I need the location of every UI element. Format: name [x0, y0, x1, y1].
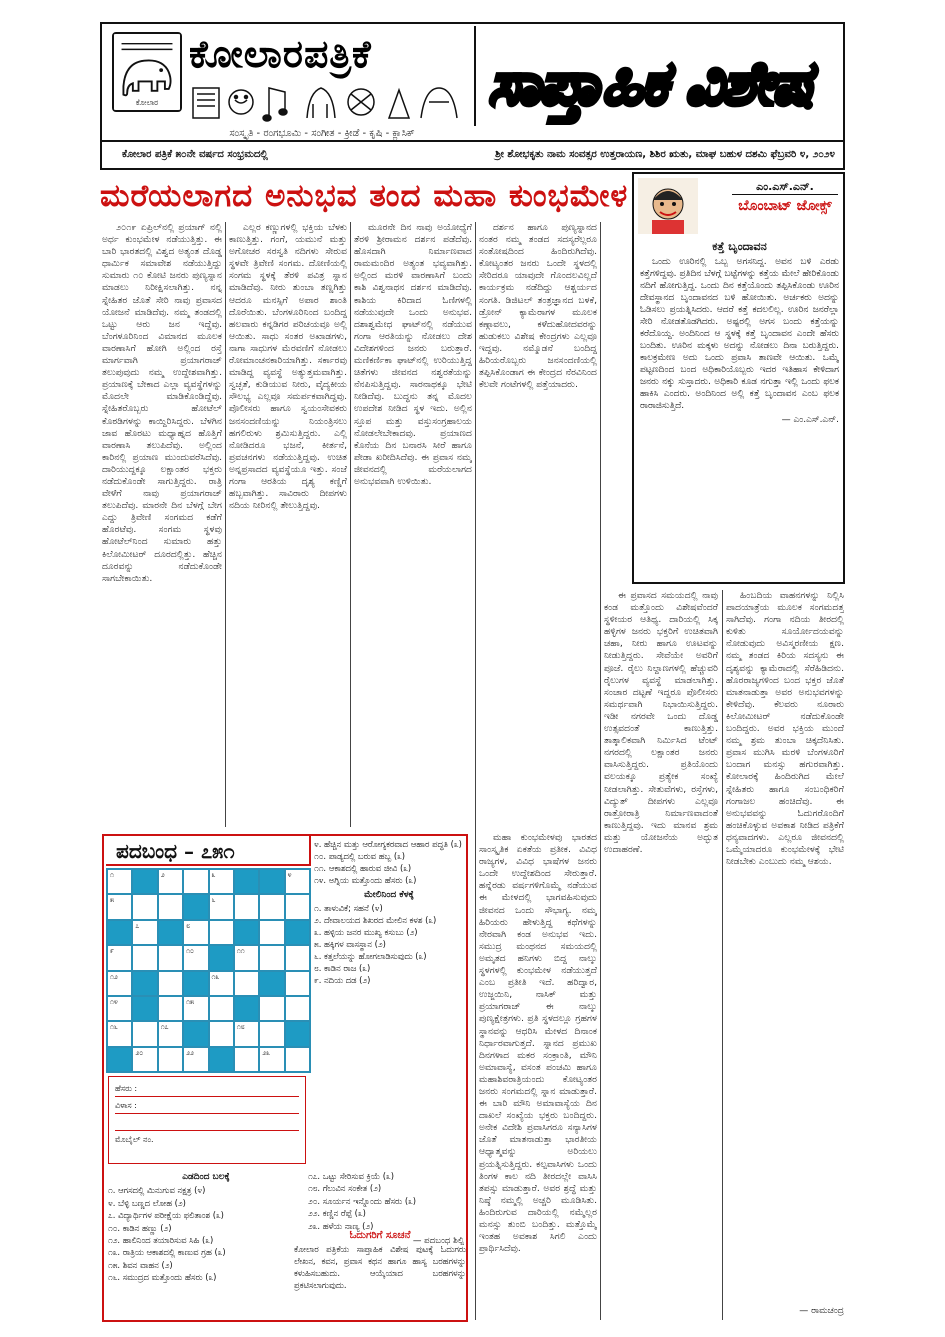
- crossword-clue: ೧. ಆಗಸದಲ್ಲಿ ಮಿನುಗುವ ನಕ್ಷತ್ರ (೪): [108, 1185, 206, 1196]
- jokes-author: ಎಂ.ಎಸ್.ಎನ್.: [732, 180, 838, 195]
- article-paragraph: ಮೂರನೇ ದಿನ ನಾವು ಅಯೋಧ್ಯೆಗೆ ತೆರಳಿ ಶ್ರೀರಾಮನ ದರ್ಶನ ಪಡೆದೆವು. ಹೊಸದಾಗಿ ನಿರ್ಮಾಣವಾದ ರಾಮಮಂದಿರ ಅತ್ಯಂತ ಭವ್ಯವಾಗಿತ್ತು. ಅಲ್ಲಿಂದ ಮರಳಿ ವಾರಣಾಸಿಗೆ ಬಂದು ಕಾಶಿ ವಿಶ್ವನಾಥನ ದರ್ಶನ ಮಾಡಿದೆವು. ಕಾಶಿಯ ಕಿರಿದಾದ ಓಣಿಗಳಲ್ಲಿ ನಡೆಯುವುದೇ ಒಂದು ಅನುಭವ. ದಶಾಶ್ವಮೇಧ ಘಾಟ್‌ನಲ್ಲಿ ನಡೆಯುವ ಗಂಗಾ ಆರತಿಯನ್ನು ನೋಡಲು ದೇಶ ವಿದೇಶಗಳಿಂದ ಜನರು ಬರುತ್ತಾರೆ. ಮಣಿಕರ್ಣಿಕಾ ಘಾಟ್‌ನಲ್ಲಿ ಉರಿಯುತ್ತಿದ್ದ ಚಿತೆಗಳು ಜೀವನದ ನಶ್ವರತೆಯನ್ನು ನೆನಪಿಸುತ್ತಿದ್ದವು. ಸಾರನಾಥಕ್ಕೂ ಭೇಟಿ ನೀಡಿದೆವು. ಬುದ್ಧನು ತನ್ನ ಮೊದಲ ಉಪದೇಶ ನೀಡಿದ ಸ್ಥಳ ಇದು. ಅಲ್ಲಿನ ಸ್ತೂಪ ಮತ್ತು ವಸ್ತುಸಂಗ್ರಹಾಲಯ ನೋಡಲೇಬೇಕಾದವು. ಪ್ರಯಾಣದ ಕೊನೆಯ ದಿನ ಬನಾರಸಿ ಸೀರೆ ಹಾಗೂ ಪೇಡಾ ಖರೀದಿಸಿದೆವು. ಈ ಪ್ರವಾಸ ನಮ್ಮ ಜೀವನದಲ್ಲಿ ಮರೆಯಲಾಗದ ಅನುಭವವಾಗಿ ಉಳಿಯಿತು.: [354, 222, 472, 487]
- crossword-cell[interactable]: [209, 894, 234, 919]
- crossword-clue: ೯. ನದಿಯ ದಡ (೨): [314, 975, 371, 985]
- crossword-cell[interactable]: [107, 869, 132, 894]
- crossword-cell-number: ೯: [110, 947, 114, 956]
- crossword-cell-number: ೨೨: [186, 1048, 194, 1057]
- article-column-1: [102, 222, 222, 827]
- down-clues-heading: ಮೇಲಿನಿಂದ ಕೆಳಕ್ಕೆ: [364, 890, 414, 900]
- crossword-block: [132, 971, 157, 996]
- crossword-cell[interactable]: [158, 945, 183, 970]
- crossword-block: [132, 996, 157, 1021]
- crossword-cell[interactable]: [234, 1047, 259, 1072]
- crossword-block: [132, 869, 157, 894]
- article-paragraph: ಮಹಾ ಕುಂಭಮೇಳವು ಭಾರತದ ಸಾಂಸ್ಕೃತಿಕ ಏಕತೆಯ ಪ್ರತೀಕ. ವಿವಿಧ ರಾಜ್ಯಗಳ, ವಿವಿಧ ಭಾಷೆಗಳ ಜನರು ಒಂದೇ ಉದ್ದೇಶದಿಂದ ಸೇರುತ್ತಾರೆ. ಹನ್ನೆರಡು ವರ್ಷಗಳಿಗೊಮ್ಮೆ ನಡೆಯುವ ಈ ಮೇಳದಲ್ಲಿ ಭಾಗವಹಿಸುವುದು ಜೀವನದ ಒಂದು ಸೌಭಾಗ್ಯ. ನಮ್ಮ ಹಿರಿಯರು ಹೇಳುತ್ತಿದ್ದ ಕಥೆಗಳನ್ನು ನೇರವಾಗಿ ಕಂಡ ಅನುಭವ ಇದು. ಸಮುದ್ರ ಮಂಥನದ ಸಮಯದಲ್ಲಿ ಅಮೃತದ ಹನಿಗಳು ಬಿದ್ದ ನಾಲ್ಕು ಸ್ಥಳಗಳಲ್ಲಿ ಕುಂಭಮೇಳ ನಡೆಯುತ್ತದೆ ಎಂಬ ಪ್ರತೀತಿ ಇದೆ. ಹರಿದ್ವಾರ, ಉಜ್ಜಯಿನಿ, ನಾಸಿಕ್ ಮತ್ತು ಪ್ರಯಾಗರಾಜ್ ಈ ನಾಲ್ಕು ಪುಣ್ಯಕ್ಷೇತ್ರಗಳು. ಪ್ರತಿ ಸ್ಥಳದಲ್ಲೂ ಗ್ರಹಗಳ ಸ್ಥಾನವನ್ನು ಆಧರಿಸಿ ಮೇಳದ ದಿನಾಂಕ ನಿರ್ಧಾರವಾಗುತ್ತದೆ. ಸ್ನಾನದ ಪ್ರಮುಖ ದಿನಗಳಾದ ಮಕರ ಸಂಕ್ರಾಂತಿ, ಮೌನಿ ಅಮಾವಾಸ್ಯೆ, ವಸಂತ ಪಂಚಮಿ ಹಾಗೂ ಮಹಾಶಿವರಾತ್ರಿಯಂದು ಕೋಟ್ಯಂತರ ಜನರು ಸಂಗಮದಲ್ಲಿ ಸ್ನಾನ ಮಾಡುತ್ತಾರೆ. ಈ ಬಾರಿ ಮೌನಿ ಅಮಾವಾಸ್ಯೆಯ ದಿನ ದಾಖಲೆ ಸಂಖ್ಯೆಯ ಭಕ್ತರು ಬಂದಿದ್ದರು. ಅನೇಕ ವಿದೇಶಿ ಪ್ರವಾಸಿಗರೂ ಸನ್ಯಾಸಿಗಳ ಜೊತೆ ಮಾತನಾಡುತ್ತಾ ಭಾರತೀಯ ಆಧ್ಯಾತ್ಮವನ್ನು ಅರಿಯಲು ಪ್ರಯತ್ನಿಸುತ್ತಿದ್ದರು. ಕಲ್ಪವಾಸಿಗಳು ಒಂದು ತಿಂಗಳ ಕಾಲ ನದಿ ತೀರದಲ್ಲೇ ವಾಸಿಸಿ ತಪಸ್ಸು ಮಾಡುತ್ತಾರೆ. ಅವರ ಶ್ರದ್ಧೆ ಮತ್ತು ನಿಷ್ಠೆ ನಮ್ಮಲ್ಲಿ ಅಚ್ಚರಿ ಮೂಡಿಸಿತು. ಹಿಂದಿರುಗುವ ದಾರಿಯಲ್ಲಿ ನಮ್ಮೆಲ್ಲರ ಮನಸ್ಸು ತುಂಬಿ ಬಂದಿತ್ತು. ಮತ್ತೊಮ್ಮೆ ಇಂತಹ ಅವಕಾಶ ಸಿಗಲಿ ಎಂದು ಪ್ರಾರ್ಥಿಸಿದೆವು.: [479, 832, 597, 1255]
- jokes-subhead: ಕತ್ತೆ ಬೃಂದಾವನ: [712, 240, 767, 253]
- crossword-clue: ೧೨. ಹಾಲಿನಿಂದ ತಯಾರಿಸುವ ಸಿಹಿ (೩): [108, 1235, 214, 1246]
- crossword-cell[interactable]: [285, 945, 310, 970]
- crossword-clue: ೫. ಹಕ್ಕಿಗಳ ವಾಸಸ್ಥಾನ (೨): [314, 939, 386, 949]
- crossword-cell[interactable]: [132, 1021, 157, 1046]
- crossword-cell[interactable]: [107, 971, 132, 996]
- crossword-grid[interactable]: [106, 868, 311, 1073]
- crossword-cell[interactable]: [158, 1047, 183, 1072]
- crossword-cell-number: ೪: [287, 871, 292, 879]
- article-column-6: [604, 590, 718, 1320]
- entry-form: [108, 1076, 306, 1164]
- masthead-left-panel: [104, 26, 476, 126]
- crossword-cell-number: ೨೦: [135, 1048, 144, 1057]
- crossword-block: [259, 971, 284, 996]
- crossword-cell-number: ೧೭: [160, 1023, 169, 1032]
- crossword-block: [259, 869, 284, 894]
- crossword-clue: ೩. ಹಳ್ಳಿಯ ಜನರ ಮುಖ್ಯ ಕಸುಬು (೨): [314, 927, 418, 937]
- crossword-block: [183, 971, 208, 996]
- mobile-field[interactable]: ಮೊಬೈಲ್ ನಂ.: [115, 1135, 154, 1144]
- article-column-3: [354, 222, 472, 827]
- reader-notice-heading: ಓದುಗರಿಗೆ ಸೂಚನೆ: [349, 1230, 411, 1241]
- crossword-cell-number: ೩: [211, 871, 216, 879]
- caricature-icon: [638, 178, 698, 234]
- crossword-cell[interactable]: [107, 1021, 132, 1046]
- crossword-cell[interactable]: [158, 971, 183, 996]
- crossword-cell-number: ೧೦: [186, 947, 194, 956]
- crossword-clue: ೬. ಕತ್ತಲೆಯನ್ನು ಹೋಗಲಾಡಿಸುವುದು (೩): [314, 951, 427, 961]
- crossword-clue: ೮. ಕಾಡಿನ ರಾಜ (೩): [314, 963, 371, 973]
- jokes-paragraph: ಒಂದು ಊರಿನಲ್ಲಿ ಒಬ್ಬ ಅಗಸನಿದ್ದ. ಅವನ ಬಳಿ ಎರಡು ಕತ್ತೆಗಳಿದ್ದವು. ಪ್ರತಿದಿನ ಬೆಳಗ್ಗೆ ಬಟ್ಟೆಗಳನ್ನು ಕತ್ತೆಯ ಮೇಲೆ ಹೇರಿಕೊಂಡು ನದಿಗೆ ಹೋಗುತ್ತಿದ್ದ. ಒಂದು ದಿನ ಕತ್ತೆಯೊಂದು ತಪ್ಪಿಸಿಕೊಂಡು ಊರಿನ ದೇವಸ್ಥಾನದ ಬೃಂದಾವನದ ಬಳಿ ಹೋಯಿತು. ಅರ್ಚಕರು ಅದನ್ನು ಓಡಿಸಲು ಪ್ರಯತ್ನಿಸಿದರು. ಆದರೆ ಕತ್ತೆ ಕದಲಲಿಲ್ಲ. ಊರಿನ ಜನರೆಲ್ಲಾ ಸೇರಿ ನೋಡತೊಡಗಿದರು. ಅಷ್ಟರಲ್ಲಿ ಅಗಸ ಬಂದು ಕತ್ತೆಯನ್ನು ಕರೆದೊಯ್ದ. ಅಂದಿನಿಂದ ಆ ಸ್ಥಳಕ್ಕೆ ಕತ್ತೆ ಬೃಂದಾವನ ಎಂದೇ ಹೆಸರು ಬಂದಿತು. ಊರಿನ ಮಕ್ಕಳು ಅದನ್ನು ನೋಡಲು ದಿನಾ ಬರುತ್ತಿದ್ದರು. ಕಾಲಕ್ರಮೇಣ ಅದು ಒಂದು ಪ್ರವಾಸಿ ತಾಣವೇ ಆಯಿತು. ಒಮ್ಮೆ ಪಟ್ಟಣದಿಂದ ಬಂದ ಅಧಿಕಾರಿಯೊಬ್ಬರು ಇದರ ಇತಿಹಾಸ ಕೇಳಿದಾಗ ಜನರು ನಕ್ಕು ಸುಸ್ತಾದರು. ಅಧಿಕಾರಿ ಕೂಡ ನಗುತ್ತಾ ಇಲ್ಲಿ ಒಂದು ಫಲಕ ಹಾಕಿಸಿ ಎಂದರು. ಅಂದಿನಿಂದ ಅಲ್ಲಿ ಕತ್ತೆ ಬೃಂದಾವನ ಎಂಬ ಫಲಕ ರಾರಾಜಿಸುತ್ತಿದೆ.: [640, 257, 839, 411]
- jokes-signoff: — ಎಂ.ಎಸ್.ಎನ್.: [781, 415, 839, 425]
- crossword-cell[interactable]: [183, 920, 208, 945]
- reader-notice-text: ಕೋಲಾರ ಪತ್ರಿಕೆಯ ಸಾಪ್ತಾಹಿಕ ವಿಶೇಷ ಪುಟಕ್ಕೆ ಓದುಗರು ಲೇಖನ, ಕವನ, ಪ್ರವಾಸ ಕಥನ ಹಾಗೂ ಹಾಸ್ಯ ಬರಹಗಳನ್ನು ಕಳುಹಿಸಬಹುದು. ಆಯ್ಕೆಯಾದ ಬರಹಗಳನ್ನು ಪ್ರಕಟಿಸಲಾಗುವುದು.: [294, 1244, 466, 1290]
- crossword-cell-number: ೧೬: [110, 1023, 118, 1032]
- crossword-cell[interactable]: [209, 869, 234, 894]
- crossword-cell[interactable]: [183, 869, 208, 894]
- crossword-cell[interactable]: [107, 996, 132, 1021]
- crossword-cell[interactable]: [107, 894, 132, 919]
- main-headline: ಮರೆಯಲಾಗದ ಅನುಭವ ತಂದ ಮಹಾ ಕುಂಭಮೇಳ: [100, 178, 629, 214]
- article-column-5: [479, 832, 597, 1320]
- article-paragraph: ಈ ಪ್ರವಾಸದ ಸಮಯದಲ್ಲಿ ನಾವು ಕಂಡ ಮತ್ತೊಂದು ವಿಶೇಷವೆಂದರೆ ಸ್ಥಳೀಯರ ಆತಿಥ್ಯ. ದಾರಿಯಲ್ಲಿ ಸಿಕ್ಕ ಹಳ್ಳಿಗಳ ಜನರು ಭಕ್ತರಿಗೆ ಉಚಿತವಾಗಿ ಚಹಾ, ನೀರು ಹಾಗೂ ಊಟವನ್ನು ನೀಡುತ್ತಿದ್ದರು. ಸೇವೆಯೇ ಅವರಿಗೆ ಪೂಜೆ. ರೈಲು ನಿಲ್ದಾಣಗಳಲ್ಲಿ ಹೆಚ್ಚುವರಿ ರೈಲುಗಳ ವ್ಯವಸ್ಥೆ ಮಾಡಲಾಗಿತ್ತು. ಸಂಚಾರ ದಟ್ಟಣೆ ಇದ್ದರೂ ಪೊಲೀಸರು ಸಮರ್ಥವಾಗಿ ನಿಭಾಯಿಸುತ್ತಿದ್ದರು. ಇಡೀ ನಗರವೇ ಒಂದು ದೊಡ್ಡ ಉತ್ಸವದಂತೆ ಕಾಣುತ್ತಿತ್ತು. ತಾತ್ಕಾಲಿಕವಾಗಿ ನಿರ್ಮಿಸಿದ ಟೆಂಟ್ ನಗರದಲ್ಲಿ ಲಕ್ಷಾಂತರ ಜನರು ವಾಸಿಸುತ್ತಿದ್ದರು. ಪ್ರತಿಯೊಂದು ವಲಯಕ್ಕೂ ಪ್ರತ್ಯೇಕ ಸಂಖ್ಯೆ ನೀಡಲಾಗಿತ್ತು. ಸೇತುವೆಗಳು, ರಸ್ತೆಗಳು, ವಿದ್ಯುತ್ ದೀಪಗಳು ಎಲ್ಲವೂ ರಾತ್ರೋರಾತ್ರಿ ನಿರ್ಮಾಣವಾದಂತೆ ಕಾಣುತ್ತಿದ್ದವು. ಇದು ಮಾನವ ಶ್ರಮ ಮತ್ತು ಯೋಜನೆಯ ಅದ್ಭುತ ಉದಾಹರಣೆ.: [604, 590, 718, 855]
- jokes-title: ಬೊಂಬಾಟ್ ಜೋಕ್ಸ್: [738, 198, 832, 214]
- anniversary-text: ಕೋಲಾರ ಪತ್ರಿಕೆ ೫೦ನೇ ವರ್ಷದ ಸಂಭ್ರಮದಲ್ಲಿ: [122, 149, 268, 160]
- article-column-4: [479, 222, 597, 827]
- name-field[interactable]: ಹೆಸರು :: [115, 1080, 299, 1097]
- crossword-cell[interactable]: [158, 869, 183, 894]
- crossword-cell[interactable]: [259, 996, 284, 1021]
- column-divider: [722, 590, 723, 1320]
- crossword-compiler: — ಪದಬಂಧ ಶಿಲ್ಪಿ: [412, 1236, 464, 1247]
- crossword-cell-number: ೧೧: [236, 947, 245, 956]
- crossword-cell[interactable]: [158, 996, 183, 1021]
- crossword-clue: ೧೬. ಸಮುದ್ರದ ಮತ್ತೊಂದು ಹೆಸರು (೩): [108, 1272, 217, 1283]
- crossword-cell[interactable]: [158, 1021, 183, 1046]
- article-paragraph: ಎಲ್ಲರ ಕಣ್ಣುಗಳಲ್ಲಿ ಭಕ್ತಿಯ ಬೆಳಕು ಕಾಣುತ್ತಿತ್ತು. ಗಂಗೆ, ಯಮುನೆ ಮತ್ತು ಅಗೋಚರ ಸರಸ್ವತಿ ನದಿಗಳು ಸೇರುವ ಸ್ಥಳವೇ ತ್ರಿವೇಣಿ ಸಂಗಮ. ದೋಣಿಯಲ್ಲಿ ಸಂಗಮ ಸ್ಥಳಕ್ಕೆ ತೆರಳಿ ಪವಿತ್ರ ಸ್ನಾನ ಮಾಡಿದೆವು. ನೀರು ತುಂಬಾ ತಣ್ಣಗಿತ್ತು ಆದರೂ ಮನಸ್ಸಿಗೆ ಅಪಾರ ಶಾಂತಿ ದೊರೆಯಿತು. ಬೆಂಗಳೂರಿನಿಂದ ಬಂದಿದ್ದ ಹಲವಾರು ಕನ್ನಡಿಗರ ಪರಿಚಯವೂ ಅಲ್ಲಿ ಆಯಿತು. ಸಾಧು ಸಂತರ ಅಖಾಡಗಳು, ನಾಗಾ ಸಾಧುಗಳ ಮೆರವಣಿಗೆ ನೋಡಲು ರೋಮಾಂಚನಕಾರಿಯಾಗಿತ್ತು. ಸರ್ಕಾರವು ಮಾಡಿದ್ದ ವ್ಯವಸ್ಥೆ ಅತ್ಯುತ್ತಮವಾಗಿತ್ತು. ಸ್ವಚ್ಛತೆ, ಕುಡಿಯುವ ನೀರು, ವೈದ್ಯಕೀಯ ಸೌಲಭ್ಯ ಎಲ್ಲವೂ ಸಮರ್ಪಕವಾಗಿದ್ದವು. ಪೊಲೀಸರು ಹಾಗೂ ಸ್ವಯಂಸೇವಕರು ಜನಸಂದಣಿಯನ್ನು ನಿಯಂತ್ರಿಸಲು ಹಗಲಿರುಳು ಶ್ರಮಿಸುತ್ತಿದ್ದರು. ಎಲ್ಲಿ ನೋಡಿದರೂ ಭಜನೆ, ಕೀರ್ತನೆ, ಪ್ರವಚನಗಳು ನಡೆಯುತ್ತಿದ್ದವು. ಉಚಿತ ಅನ್ನಪ್ರಸಾದದ ವ್ಯವಸ್ಥೆಯೂ ಇತ್ತು. ಸಂಜೆ ಗಂಗಾ ಆರತಿಯ ದೃಶ್ಯ ಕಣ್ಣಿಗೆ ಹಬ್ಬವಾಗಿತ್ತು. ಸಾವಿರಾರು ದೀಪಗಳು ನದಿಯ ನೀರಿನಲ್ಲಿ ತೇಲುತ್ತಿದ್ದವು.: [229, 222, 347, 512]
- crossword-cell[interactable]: [234, 971, 259, 996]
- crossword-clue: ೨೦. ಸೂರ್ಯನ ಇನ್ನೊಂದು ಹೆಸರು (೩): [308, 1195, 417, 1206]
- crossword-cell-number: ೧೩: [211, 972, 220, 981]
- crossword-cell[interactable]: [132, 1047, 157, 1072]
- newspaper-page: [100, 22, 845, 1320]
- column-divider: [475, 222, 476, 1320]
- crossword-clue: ೧೦. ಕಾಡಿನ ಹಣ್ಣು (೨): [108, 1222, 172, 1233]
- crossword-clue: ೨೩. ಹಳೆಯ ನಾಣ್ಯ (೨): [308, 1220, 374, 1231]
- crossword-cell[interactable]: [259, 1047, 284, 1072]
- reader-notice: [294, 1230, 466, 1320]
- crossword-clue: ೨. ದೇವಾಲಯದ ಶಿಖರದ ಮೇಲಿನ ಕಳಶ (೩): [314, 915, 437, 925]
- crossword-cell[interactable]: [158, 894, 183, 919]
- masthead-tagline: ಸಂಸ್ಕೃತಿ - ರಂಗಭೂಮಿ - ಸಂಗೀತ - ಕ್ರೀಡೆ - ಕೃಷಿ - ಕ್ಲಾಸಿಕ್: [229, 128, 415, 139]
- crossword-cell[interactable]: [209, 971, 234, 996]
- article-paragraph: ಹಿಂಬದಿಯ ವಾಹನಗಳನ್ನು ನಿಲ್ಲಿಸಿ ಪಾದಯಾತ್ರೆಯ ಮೂಲಕ ಸಂಗಮದತ್ತ ಸಾಗಿದೆವು. ಗಂಗಾ ನದಿಯ ತೀರದಲ್ಲಿ ಕುಳಿತು ಸೂರ್ಯೋದಯವನ್ನು ನೋಡುವುದು ಅವಿಸ್ಮರಣೀಯ ಕ್ಷಣ. ನಮ್ಮ ತಂಡದ ಕಿರಿಯ ಸದಸ್ಯನು ಈ ದೃಶ್ಯವನ್ನು ಕ್ಯಾಮೆರಾದಲ್ಲಿ ಸೆರೆಹಿಡಿದನು. ಹೊರರಾಜ್ಯಗಳಿಂದ ಬಂದ ಭಕ್ತರ ಜೊತೆ ಮಾತನಾಡುತ್ತಾ ಅವರ ಅನುಭವಗಳನ್ನು ಕೇಳಿದೆವು. ಕೆಲವರು ನೂರಾರು ಕಿಲೋಮೀಟರ್ ನಡೆದುಕೊಂಡೇ ಬಂದಿದ್ದರು. ಅವರ ಭಕ್ತಿಯ ಮುಂದೆ ನಮ್ಮ ಶ್ರಮ ತುಂಬಾ ಚಿಕ್ಕದೆನಿಸಿತು. ಪ್ರವಾಸ ಮುಗಿಸಿ ಮರಳಿ ಬೆಂಗಳೂರಿಗೆ ಬಂದಾಗ ಮನಸ್ಸು ಹಗುರವಾಗಿತ್ತು. ಕೋಲಾರಕ್ಕೆ ಹಿಂದಿರುಗಿದ ಮೇಲೆ ಸ್ನೇಹಿತರು ಹಾಗೂ ಸಂಬಂಧಿಕರಿಗೆ ಗಂಗಾಜಲ ಹಂಚಿದೆವು. ಈ ಅನುಭವವನ್ನು ಓದುಗರೊಂದಿಗೆ ಹಂಚಿಕೊಳ್ಳುವ ಅವಕಾಶ ನೀಡಿದ ಪತ್ರಿಕೆಗೆ ಧನ್ಯವಾದಗಳು. ಎಲ್ಲರೂ ಜೀವನದಲ್ಲಿ ಒಮ್ಮೆಯಾದರೂ ಕುಂಭಮೇಳಕ್ಕೆ ಭೇಟಿ ನೀಡಬೇಕು ಎಂಬುದು ನಮ್ಮ ಆಶಯ.: [726, 590, 844, 868]
- crossword-cell[interactable]: [209, 920, 234, 945]
- crossword-block: [107, 920, 132, 945]
- crossword-cell-number: ೧೨: [110, 972, 118, 981]
- crossword-cell[interactable]: [285, 869, 310, 894]
- crossword-clues-right: [314, 838, 464, 1166]
- article-paragraph: ದರ್ಶನ ಹಾಗೂ ಪುಣ್ಯಸ್ನಾನದ ನಂತರ ನಮ್ಮ ತಂಡದ ಸದಸ್ಯರೆಲ್ಲರೂ ಸಂತೋಷದಿಂದ ಹಿಂದಿರುಗಿದೆವು. ಕೋಟ್ಯಂತರ ಜನರು ಒಂದೇ ಸ್ಥಳದಲ್ಲಿ ಸೇರಿದರೂ ಯಾವುದೇ ಗೊಂದಲವಿಲ್ಲದೆ ಕಾರ್ಯಕ್ರಮ ನಡೆದಿದ್ದು ಆಶ್ಚರ್ಯದ ಸಂಗತಿ. ಡಿಜಿಟಲ್ ತಂತ್ರಜ್ಞಾನದ ಬಳಕೆ, ಡ್ರೋನ್ ಕ್ಯಾಮೆರಾಗಳ ಮೂಲಕ ಕಣ್ಗಾವಲು, ಕಳೆದುಹೋದವರನ್ನು ಹುಡುಕಲು ವಿಶೇಷ ಕೇಂದ್ರಗಳು ಎಲ್ಲವೂ ಇದ್ದವು. ನಮ್ಮೊಡನೆ ಬಂದಿದ್ದ ಹಿರಿಯರೊಬ್ಬರು ಜನಸಂದಣಿಯಲ್ಲಿ ತಪ್ಪಿಸಿಕೊಂಡಾಗ ಈ ಕೇಂದ್ರದ ನೆರವಿನಿಂದ ಕೆಲವೇ ಗಂಟೆಗಳಲ್ಲಿ ಪತ್ತೆಯಾದರು.: [479, 222, 597, 391]
- crossword-cell[interactable]: [259, 920, 284, 945]
- address-field[interactable]: ವಿಳಾಸ :: [115, 1097, 299, 1114]
- crossword-cell[interactable]: [259, 894, 284, 919]
- address-field-line2[interactable]: [115, 1114, 299, 1131]
- crossword-block: [209, 945, 234, 970]
- crossword-block: [285, 1021, 310, 1046]
- crossword-cell[interactable]: [234, 1021, 259, 1046]
- crossword-cell[interactable]: [209, 1021, 234, 1046]
- column-divider: [225, 222, 226, 827]
- crossword-cell-number: ೧: [110, 871, 114, 879]
- article-column-7: [726, 590, 844, 1306]
- masthead-info-bar: [102, 140, 843, 168]
- crossword-cell-number: ೧೫: [186, 997, 194, 1006]
- crossword-clue: ೧೭. ಒಟ್ಟು ಸೇರಿಸುವ ಕ್ರಿಯೆ (೩): [308, 1171, 394, 1181]
- crossword-cell[interactable]: [209, 996, 234, 1021]
- supplement-title-art: [478, 26, 843, 138]
- crossword-cell[interactable]: [132, 920, 157, 945]
- crossword-cell-number: ೬: [211, 896, 216, 905]
- date-line: ಶ್ರೀ ಶೋಭಕೃತು ನಾಮ ಸಂವತ್ಸರ ಉತ್ತರಾಯಣ, ಶಿಶಿರ ಋತು, ಮಾಘ ಬಹುಳ ದಶಮಿ ಫೆಬ್ರವರಿ ೪, ೨೦೨೪: [495, 149, 835, 160]
- crossword-block: [209, 1047, 234, 1072]
- paper-name: ಕೋಲಾರಪತ್ರಿಕೆ: [189, 31, 372, 76]
- crossword-cell[interactable]: [285, 894, 310, 919]
- crossword-clue: ೧೧. ಆಕಾಶದಲ್ಲಿ ಹಾರುವ ಜೀವಿ (೩): [314, 863, 412, 873]
- logo-caption: ಕೋಲಾರ: [135, 98, 159, 107]
- crossword-clues-across: [108, 1168, 304, 1318]
- crossword-cell[interactable]: [107, 945, 132, 970]
- crossword-cell-number: ೮: [186, 921, 191, 930]
- crossword-cell[interactable]: [234, 945, 259, 970]
- crossword-cell-number: ೫: [110, 896, 114, 905]
- crossword-clue: ೭. ವಿದ್ಯಾರ್ಥಿಗಳ ಪರೀಕ್ಷೆಯ ಫಲಿತಾಂಶ (೩): [108, 1210, 224, 1221]
- crossword-cell-number: ೨೩: [262, 1048, 271, 1057]
- crossword-cell[interactable]: [183, 996, 208, 1021]
- crossword-block: [158, 920, 183, 945]
- crossword-block: [234, 920, 259, 945]
- crossword-cell[interactable]: [234, 894, 259, 919]
- crossword-block: [285, 920, 310, 945]
- article-column-2: [229, 222, 347, 827]
- jokes-box: [632, 172, 845, 584]
- column-divider: [600, 222, 601, 1320]
- crossword-cell[interactable]: [259, 945, 284, 970]
- crossword-title: ಪದಬಂಧ – ೭೫೧: [106, 836, 311, 866]
- crossword-cell-number: ೧೪: [110, 997, 118, 1006]
- article-paragraph: ೨೦೧೯ ಏಪ್ರಿಲ್‌ನಲ್ಲಿ ಪ್ರಯಾಗ್ ನಲ್ಲಿ ಅರ್ಧ ಕುಂಭಮೇಳ ನಡೆಯುತ್ತಿತ್ತು. ಈ ಬಾರಿ ಭಾರತದಲ್ಲಿ ವಿಶ್ವದ ಅತ್ಯಂತ ದೊಡ್ಡ ಧಾರ್ಮಿಕ ಸಮಾವೇಶ ನಡೆಯುತ್ತಿದ್ದು ಸುಮಾರು ೧೦ ಕೋಟಿ ಜನರು ಪುಣ್ಯಸ್ನಾನ ಮಾಡಲು ನಿರೀಕ್ಷಿಸಲಾಗಿತ್ತು. ನನ್ನ ಸ್ನೇಹಿತರ ಜೊತೆ ಸೇರಿ ನಾವು ಪ್ರವಾಸದ ಯೋಜನೆ ಮಾಡಿದೆವು. ನಮ್ಮ ತಂಡದಲ್ಲಿ ಒಟ್ಟು ಆರು ಜನ ಇದ್ದೆವು. ಬೆಂಗಳೂರಿನಿಂದ ವಿಮಾನದ ಮೂಲಕ ವಾರಣಾಸಿಗೆ ಹೋಗಿ ಅಲ್ಲಿಂದ ರಸ್ತೆ ಮಾರ್ಗವಾಗಿ ಪ್ರಯಾಗರಾಜ್ ತಲುಪುವುದು ನಮ್ಮ ಉದ್ದೇಶವಾಗಿತ್ತು. ಪ್ರಯಾಣಕ್ಕೆ ಬೇಕಾದ ಎಲ್ಲಾ ವ್ಯವಸ್ಥೆಗಳನ್ನು ಮೊದಲೇ ಮಾಡಿಕೊಂಡಿದ್ದೆವು. ಸ್ನೇಹಿತರೊಬ್ಬರು ಹೋಟೆಲ್ ಕೊಠಡಿಗಳನ್ನು ಕಾಯ್ದಿರಿಸಿದ್ದರು. ಬೆಳಗಿನ ಜಾವ ಹೊರಟು ಮಧ್ಯಾಹ್ನದ ಹೊತ್ತಿಗೆ ವಾರಣಾಸಿ ತಲುಪಿದೆವು. ಅಲ್ಲಿಂದ ಕಾರಿನಲ್ಲಿ ಪ್ರಯಾಣ ಮುಂದುವರೆಸಿದೆವು. ದಾರಿಯುದ್ದಕ್ಕೂ ಲಕ್ಷಾಂತರ ಭಕ್ತರು ನಡೆದುಕೊಂಡೇ ಸಾಗುತ್ತಿದ್ದರು. ರಾತ್ರಿ ವೇಳೆಗೆ ನಾವು ಪ್ರಯಾಗರಾಜ್ ತಲುಪಿದೆವು. ಮಾರನೇ ದಿನ ಬೆಳಗ್ಗೆ ಬೇಗ ಎದ್ದು ತ್ರಿವೇಣಿ ಸಂಗಮದ ಕಡೆಗೆ ಹೊರಟೆವು. ಸಂಗಮ ಸ್ಥಳವು ಹೋಟೆಲ್‌ನಿಂದ ಸುಮಾರು ಹತ್ತು ಕಿಲೋಮೀಟರ್ ದೂರದಲ್ಲಿತ್ತು. ಹೆಚ್ಚಿನ ದೂರವನ್ನು ನಡೆದುಕೊಂಡೇ ಸಾಗಬೇಕಾಯಿತು.: [102, 222, 222, 584]
- crossword-clue: ೧೮. ಗೆಲುವಿನ ಸಂಕೇತ (೨): [308, 1183, 382, 1194]
- crossword-clue: ೧೦. ಪಾಡ್ಯದಲ್ಲಿ ಬರುವ ಹಬ್ಬ (೩): [314, 851, 406, 861]
- crossword-cell-number: ೧೮: [236, 1023, 245, 1032]
- crossword-block: [234, 996, 259, 1021]
- crossword-clue: ೧. ತಾಳುವಿಕೆ; ಸಹನೆ (೪): [314, 903, 383, 913]
- crossword-cell[interactable]: [132, 894, 157, 919]
- crossword-cell[interactable]: [285, 971, 310, 996]
- jokes-text: [640, 256, 839, 582]
- crossword-cell[interactable]: [183, 1047, 208, 1072]
- crossword-cell-number: ೭: [135, 921, 140, 930]
- crossword-cell[interactable]: [259, 1021, 284, 1046]
- crossword-block: [107, 1047, 132, 1072]
- crossword-block: [183, 1021, 208, 1046]
- crossword-clue: ೧೪. ಅಗ್ನಿಯ ಮತ್ತೊಂದು ಹೆಸರು (೩): [314, 875, 417, 885]
- column-divider: [350, 222, 351, 827]
- crossword-clue: ೪. ಬೆಳ್ಳಿ ಬಣ್ಣದ ಲೋಹ (೨): [108, 1197, 186, 1208]
- crossword-clue: ೧೩. ರಾತ್ರಿಯ ಆಕಾಶದಲ್ಲಿ ಕಾಣುವ ಗ್ರಹ (೩): [108, 1247, 226, 1258]
- crossword-cell[interactable]: [132, 945, 157, 970]
- elephant-logo-icon: [112, 32, 182, 112]
- article-author: — ರಾಮಚಂದ್ರ: [799, 1306, 844, 1316]
- across-clues-heading: ಎಡದಿಂದ ಬಲಕ್ಕೆ: [182, 1172, 230, 1182]
- supplement-name: ಸಾಪ್ತಾಹಿಕ ವಿಶೇಷ: [488, 49, 811, 119]
- masthead: [100, 22, 845, 170]
- crossword-cell-number: ೨: [160, 871, 165, 879]
- crossword-cell[interactable]: [183, 945, 208, 970]
- crossword-clue: ೨೨. ಕಣ್ಣಿನ ರೆಪ್ಪೆ (೩): [308, 1208, 366, 1219]
- crossword-cell[interactable]: [285, 996, 310, 1021]
- crossword-block: [234, 869, 259, 894]
- crossword-clue: ೧೫. ಶಿವನ ವಾಹನ (೨): [108, 1259, 173, 1270]
- culture-icons-strip: [189, 82, 474, 124]
- crossword-block: [183, 894, 208, 919]
- article-column-4b: [604, 222, 630, 582]
- crossword-clue: ೪. ಹೆಚ್ಚಿನ ಮತ್ತು ಆರೋಗ್ಯಕರವಾದ ಆಹಾರ ಪದ್ಧತಿ (೩): [314, 839, 462, 849]
- crossword-cell[interactable]: [285, 1047, 310, 1072]
